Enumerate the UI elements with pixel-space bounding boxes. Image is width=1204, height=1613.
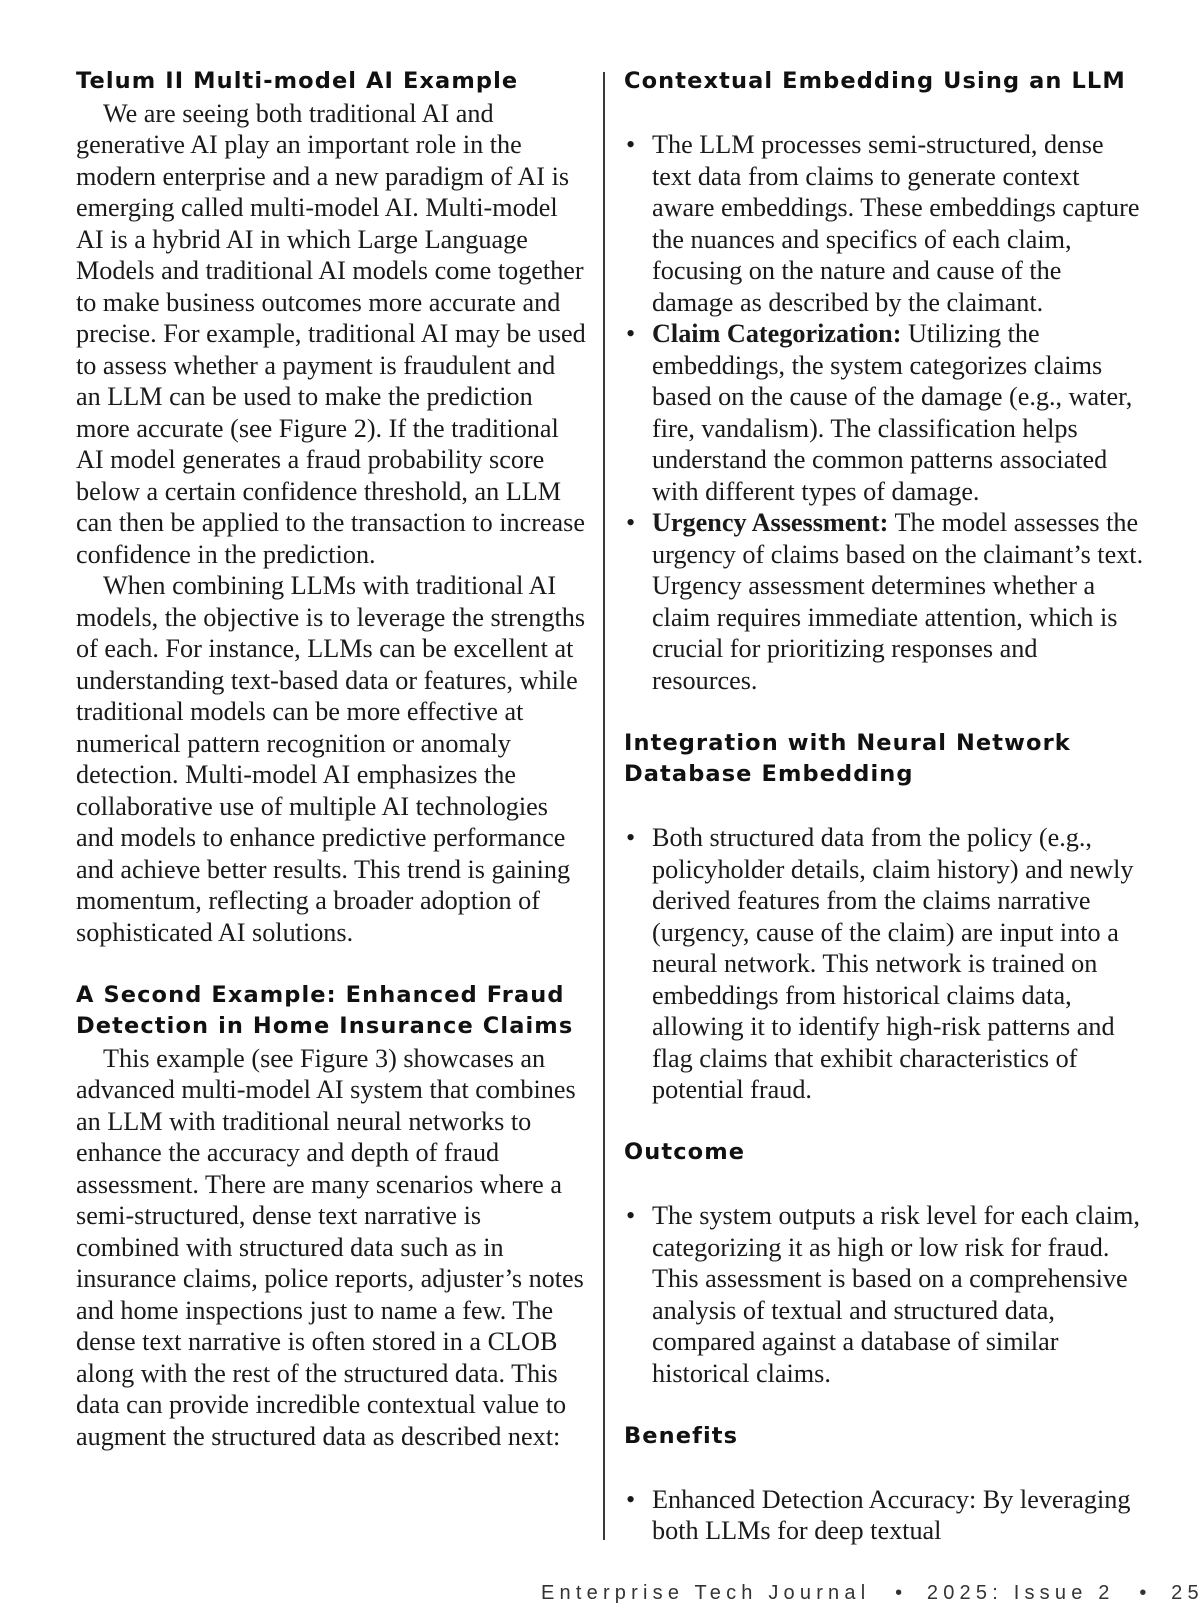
- column-divider: [603, 72, 605, 1540]
- list-item: • Urgency Assessment: The model assesses the urgency of claims based on the claimant’s text. Urgency assessment determines whether a claim requires immediate attention, which is crucial for prioritizing responses and resources.: [626, 508, 1144, 695]
- footer-separator: •: [1139, 1582, 1147, 1604]
- heading-benefits: Benefits: [624, 1422, 739, 1449]
- list-item: • The system outputs a risk level for each claim, categorizing it as high or low risk for fraud. This assessment is based on a comprehensive analysis of textual and structured data, compared against a database of similar historical claims.: [626, 1201, 1140, 1388]
- outcome-list: [624, 1200, 1144, 1389]
- journal-name: Enterprise Tech Journal: [541, 1582, 871, 1604]
- heading-second-example: A Second Example: Enhanced Fraud Detection in Home Insurance Claims: [76, 981, 574, 1039]
- heading-telum-example: Telum II Multi-model AI Example: [76, 68, 519, 94]
- bullet-icon: •: [626, 319, 636, 348]
- paragraph-combining-llms: When combining LLMs with traditional AI models, the objective is to leverage the strengths of each. For instance, LLMs can be excellent at understanding text-based data or features, while traditional models can be more effective at numerical pattern recognition or anomaly detection. Multi-model AI emphasizes the collaborative use of multiple AI technologies and models to enhance predictive performance and achieve better results. This trend is gaining momentum, reflecting a broader adoption of sophisticated AI solutions.: [76, 571, 586, 947]
- heading-outcome: Outcome: [624, 1139, 746, 1165]
- page-footer: [541, 1582, 1204, 1612]
- bullet-icon: •: [626, 823, 636, 852]
- heading-contextual-embedding: Contextual Embedding Using an LLM: [624, 68, 1126, 94]
- list-item: • Enhanced Detection Accuracy: By leveraging both LLMs for deep textual: [626, 1484, 1131, 1545]
- bullet-icon: •: [626, 1201, 636, 1230]
- bullet-icon: •: [626, 130, 636, 159]
- footer-separator: •: [895, 1582, 903, 1604]
- paragraph-multi-model-intro: We are seeing both traditional AI and generative AI play an important role in the modern enterprise and a new paradigm of AI is emerging called multi-model AI. Multi-model AI is a hybrid AI in which Large Language Models and traditional AI models come together to make business outcomes more accurate and precise. For example, traditional AI may be used to assess whether a payment is fraudulent and an LLM can be used to make the prediction more accurate (see Figure 2). If the traditional AI model generates a fraud probability score below a certain confidence threshold, an LLM can then be applied to the transaction to increase confidence in the prediction.: [76, 98, 586, 569]
- bullet-icon: •: [626, 508, 636, 537]
- issue-label: 2025: Issue 2: [926, 1582, 1115, 1604]
- paragraph-second-example: This example (see Figure 3) showcases an advanced multi-model AI system that combines an LLM with traditional neural networks to enhance the accuracy and depth of fraud assessment. There are many scenarios where a semi-structured, dense text narrative is combined with structured data such as in insurance claims, police reports, adjuster’s notes and home inspections just to name a few. The dense text narrative is often stored in a CLOB along with the rest of the structured data. This data can provide incredible contextual value to augment the structured data as described next:: [76, 1043, 584, 1451]
- benefits-list: [624, 1484, 1144, 1547]
- list-item: • Claim Categorization: Utilizing the embeddings, the system categorizes claims based on the cause of the damage (e.g., water, fire, vandalism). The classification helps understand the common patterns associated with different types of damage.: [626, 319, 1133, 506]
- left-column: [76, 66, 586, 1452]
- contextual-embedding-list: [624, 129, 1144, 696]
- right-column: [624, 66, 1144, 1547]
- heading-integration: Integration with Neural Network Database Embedding: [624, 729, 1071, 787]
- page-number: 25: [1171, 1582, 1204, 1604]
- bullet-icon: •: [626, 1484, 636, 1514]
- list-item: • The LLM processes semi-structured, dense text data from claims to generate context aware embeddings. These embeddings capture the nuances and specifics of each claim, focusing on the nature and cause of the damage as described by the claimant.: [626, 130, 1140, 317]
- integration-list: [624, 822, 1144, 1106]
- list-item: • Both structured data from the policy (e.g., policyholder details, claim history) and newly derived features from the claims narrative (urgency, cause of the claim) are input into a neural network. This network is trained on embeddings from historical claims data, allowing it to identify high-risk patterns and flag claims that exhibit characteristics of potential fraud.: [626, 823, 1134, 1104]
